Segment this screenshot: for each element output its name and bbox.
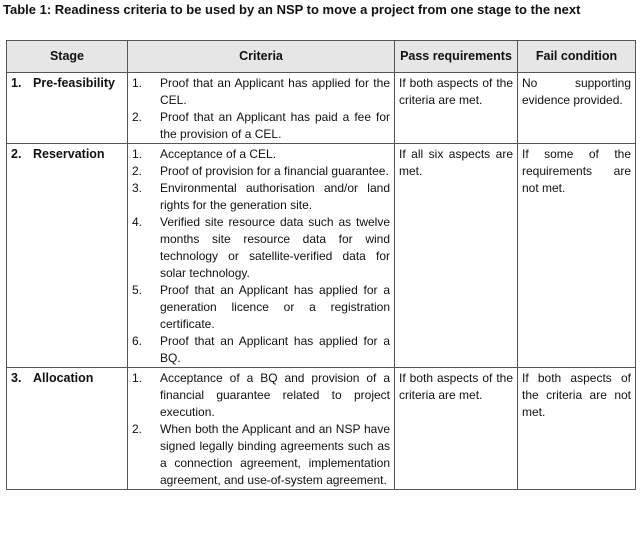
stage-cell: [7, 73, 128, 144]
table-row: [7, 73, 636, 144]
criteria-item-number: 3.: [132, 181, 143, 195]
criteria-item: [132, 370, 390, 421]
criteria-list: [128, 73, 394, 143]
stage-number: 1.: [11, 76, 22, 90]
fail-condition-cell: If some of the requirements are not met.: [518, 144, 636, 368]
stage-name: Pre-feasibility: [33, 76, 115, 90]
criteria-item: [132, 75, 390, 109]
header-criteria: Criteria: [128, 41, 395, 73]
stage-cell: [7, 144, 128, 368]
criteria-cell: [128, 368, 395, 490]
readiness-criteria-table: [6, 40, 636, 490]
stage-number: 3.: [11, 371, 22, 385]
criteria-item-text: Proof that an Applicant has applied for the CEL.: [160, 76, 390, 107]
header-pass-requirements: Pass requirements: [395, 41, 518, 73]
criteria-item-number: 2.: [132, 164, 143, 178]
table-row: [7, 368, 636, 490]
pass-requirements-cell: If all six aspects are met.: [395, 144, 518, 368]
pass-requirements-cell: If both aspects of the criteria are met.: [395, 368, 518, 490]
criteria-item: [132, 333, 390, 367]
criteria-item: [132, 282, 390, 333]
stage-cell: [7, 368, 128, 490]
criteria-item-text: When both the Applicant and an NSP have signed legally binding agreements such as a connection agreement, implementation agreement, and use-of-system agreement.: [160, 422, 390, 487]
criteria-item: [132, 421, 390, 489]
table-row: [7, 144, 636, 368]
criteria-item-number: 6.: [132, 334, 143, 348]
criteria-item-text: Acceptance of a CEL.: [160, 147, 277, 161]
criteria-item-number: 5.: [132, 283, 143, 297]
criteria-cell: [128, 144, 395, 368]
criteria-item-text: Verified site resource data such as twelve months site resource data for wind technology or satellite-verified data for solar technology.: [160, 215, 390, 280]
criteria-item: [132, 180, 390, 214]
criteria-item: [132, 214, 390, 282]
criteria-item: [132, 163, 390, 180]
fail-condition-cell: No supporting evidence provided.: [518, 73, 636, 144]
criteria-item-number: 2.: [132, 422, 143, 436]
table-title: Table 1: Readiness criteria to be used by an NSP to move a project from one stage to the next: [3, 2, 581, 17]
criteria-item-text: Proof that an Applicant has paid a fee for the provision of a CEL.: [160, 110, 390, 141]
criteria-list: [128, 368, 394, 489]
stage-name: Allocation: [33, 371, 94, 385]
criteria-item-text: Proof that an Applicant has applied for a BQ.: [160, 334, 390, 365]
stage-name: Reservation: [33, 147, 105, 161]
pass-requirements-cell: If both aspects of the criteria are met.: [395, 73, 518, 144]
criteria-item: [132, 109, 390, 143]
criteria-item-number: 1.: [132, 76, 143, 90]
stage-number: 2.: [11, 147, 22, 161]
fail-condition-cell: If both aspects of the criteria are not met.: [518, 368, 636, 490]
criteria-item-text: Environmental authorisation and/or land rights for the generation site.: [160, 181, 390, 212]
criteria-item-number: 1.: [132, 371, 143, 385]
criteria-item-text: Proof that an Applicant has applied for a generation licence or a registration certificate.: [160, 283, 390, 331]
criteria-item-text: Acceptance of a BQ and provision of a financial guarantee related to project execution.: [160, 371, 390, 419]
criteria-cell: [128, 73, 395, 144]
criteria-item-number: 2.: [132, 110, 143, 124]
header-fail-condition: Fail condition: [518, 41, 636, 73]
criteria-item-text: Proof of provision for a financial guarantee.: [160, 164, 389, 178]
header-stage: Stage: [7, 41, 128, 73]
criteria-list: [128, 144, 394, 367]
criteria-item: [132, 146, 390, 163]
criteria-item-number: 1.: [132, 147, 143, 161]
criteria-item-number: 4.: [132, 215, 143, 229]
header-row: [7, 41, 636, 73]
